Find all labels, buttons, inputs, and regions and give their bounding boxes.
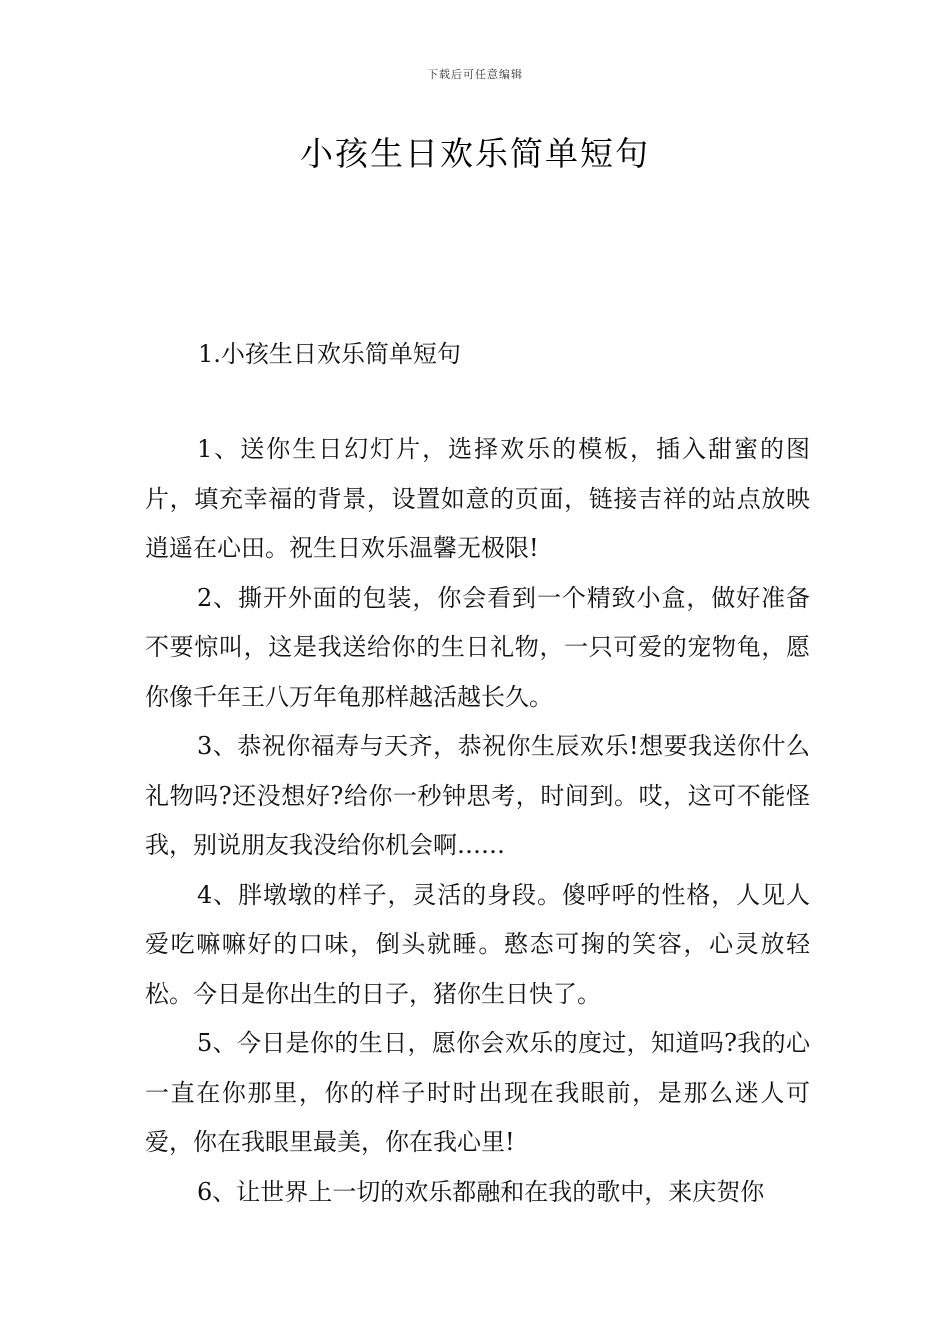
body-text xyxy=(145,425,810,1217)
paragraph-3: 3、恭祝你福寿与天齐，恭祝你生辰欢乐!想要我送你什么礼物吗?还没想好?给你一秒钟思考，时间到。哎，这可不能怪我，别说朋友我没给你机会啊…… xyxy=(145,732,810,859)
section-heading: 1.小孩生日欢乐简单短句 xyxy=(198,340,461,368)
page-title: 小孩生日欢乐简单短句 xyxy=(300,134,650,173)
paragraph-1: 1、送你生日幻灯片，选择欢乐的模板，插入甜蜜的图片，填充幸福的背景，设置如意的页面，链接吉祥的站点放映逍遥在心田。祝生日欢乐温馨无极限! xyxy=(145,435,810,562)
paragraph-4: 4、胖墩墩的样子，灵活的身段。傻呼呼的性格，人见人爱吃嘛嘛好的口味，倒头就睡。憨态可掬的笑容，心灵放轻松。今日是你出生的日子，猪你生日快了。 xyxy=(145,880,810,1008)
paragraph-6: 6、让世界上一切的欢乐都融和在我的歌中，来庆贺你 xyxy=(197,1177,765,1206)
paragraph-2: 2、撕开外面的包装，你会看到一个精致小盒，做好准备不要惊叫，这是我送给你的生日礼物，一只可爱的宠物龟，愿你像千年王八万年龟那样越活越长久。 xyxy=(145,583,810,711)
header-note: 下载后可任意编辑 xyxy=(427,68,523,81)
paragraph-5: 5、今日是你的生日，愿你会欢乐的度过，知道吗?我的心一直在你那里，你的样子时时出现在我眼前，是那么迷人可爱，你在我眼里最美，你在我心里! xyxy=(145,1029,810,1156)
